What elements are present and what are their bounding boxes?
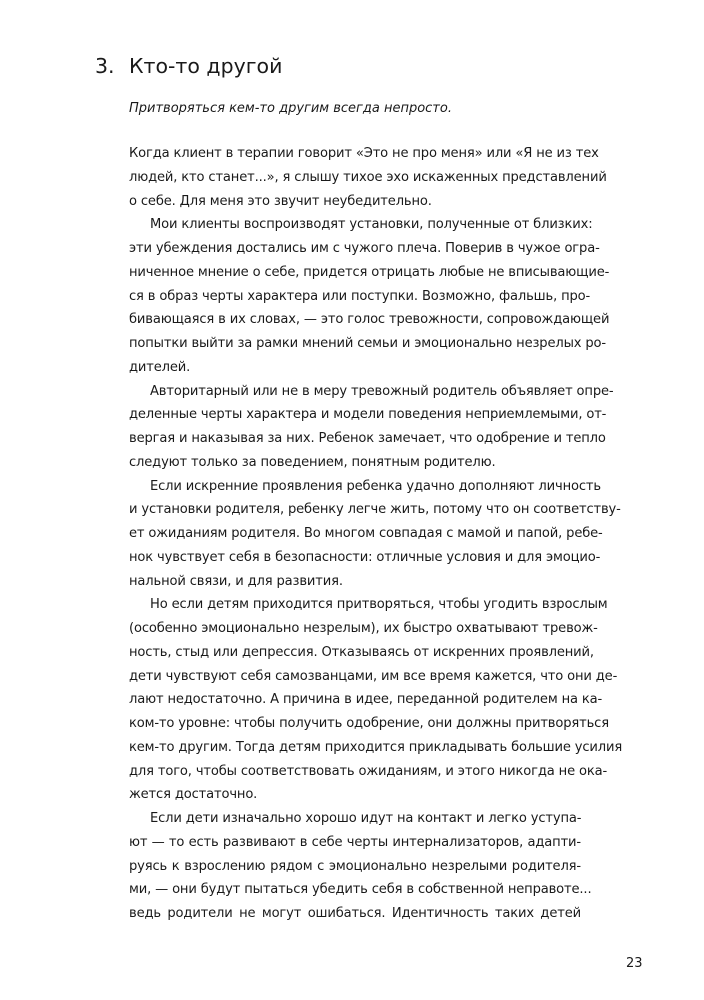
text-line: эти убеждения достались им с чужого плеча. Поверив в чужое огра- xyxy=(129,241,600,256)
text-line: ность, стыд или депрессия. Отказываясь от искренних проявлений, xyxy=(129,644,594,660)
text-line: ниченное мнение о себе, придется отрицать любые не вписывающие- xyxy=(129,264,610,280)
page-number: 23 xyxy=(626,956,643,971)
text-line: нок чувствует себя в безопасности: отличные условия и для эмоцио- xyxy=(129,549,601,565)
text-line: людей, кто станет...», я слышу тихое эхо искаженных представлений xyxy=(129,169,607,185)
text-line: кем-то другим. Тогда детям приходится прикладывать большие усилия xyxy=(129,739,623,755)
epigraph: Притворяться кем-то другим всегда непросто. xyxy=(129,101,452,116)
text-line: ет ожиданиям родителя. Во многом совпадая с мамой и папой, ребе- xyxy=(129,526,603,541)
text-line: Но если детям приходится притворяться, чтобы угодить взрослым xyxy=(150,597,608,613)
text-line: ми, — они будут пытаться убедить себя в собственной неправоте... xyxy=(129,882,592,898)
text-line: жется достаточно. xyxy=(129,787,258,803)
text-line: для того, чтобы соответствовать ожиданиям, и этого никогда не ока- xyxy=(129,763,608,779)
text-line: ком-то уровне: чтобы получить одобрение, они должны притворяться xyxy=(129,716,609,731)
text-line: дети чувствуют себя самозванцами, им все время кажется, что они де- xyxy=(129,668,618,684)
text-line: (особенно эмоционально незрелым), их быстро охватывают тревож- xyxy=(129,621,598,636)
text-line: руясь к взрослению рядом с эмоционально незрелыми родителя- xyxy=(129,858,581,874)
chapter-number: 3. xyxy=(95,54,115,78)
text-line: Когда клиент в терапии говорит «Это не про меня» или «Я не из тех xyxy=(129,146,599,161)
text-line: деленные черты характера и модели поведения неприемлемыми, от- xyxy=(129,407,607,423)
text-line: вергая и наказывая за них. Ребенок замечает, что одобрение и тепло xyxy=(129,431,606,446)
text-line: ют — то есть развивают в себе черты интернализаторов, адапти- xyxy=(129,834,581,850)
chapter-heading xyxy=(95,53,282,79)
text-line: бивающаяся в их словах, — это голос тревожности, сопровождающей xyxy=(129,312,610,328)
text-line: попытки выйти за рамки мнений семьи и эмоционально незрелых ро- xyxy=(129,336,606,351)
text-line: Если искренние проявления ребенка удачно дополняют личность xyxy=(150,478,601,494)
text-line: о себе. Для меня это звучит неубедительно. xyxy=(129,193,432,209)
text-line: Мои клиенты воспроизводят установки, полученные от близких: xyxy=(150,217,593,233)
text-line: Авторитарный или не в меру тревожный родитель объявляет опре- xyxy=(150,383,614,399)
text-line: нальной связи, и для развития. xyxy=(129,573,343,589)
text-line: ся в образ черты характера или поступки. Возможно, фальшь, про- xyxy=(129,288,591,304)
text-line: ведь родители не могут ошибаться. Идентичность таких детей xyxy=(129,906,581,921)
text-line: и установки родителя, ребенку легче жить, потому что он соответству- xyxy=(129,502,621,518)
text-line: Если дети изначально хорошо идут на контакт и легко уступа- xyxy=(150,811,582,826)
body-text xyxy=(129,142,623,926)
text-line: дителей. xyxy=(129,359,191,375)
chapter-title: Кто-то другой xyxy=(129,54,283,78)
text-line: следуют только за поведением, понятным родителю. xyxy=(129,454,496,470)
text-line: лают недостаточно. А причина в идее, переданной родителем на ка- xyxy=(129,692,603,708)
